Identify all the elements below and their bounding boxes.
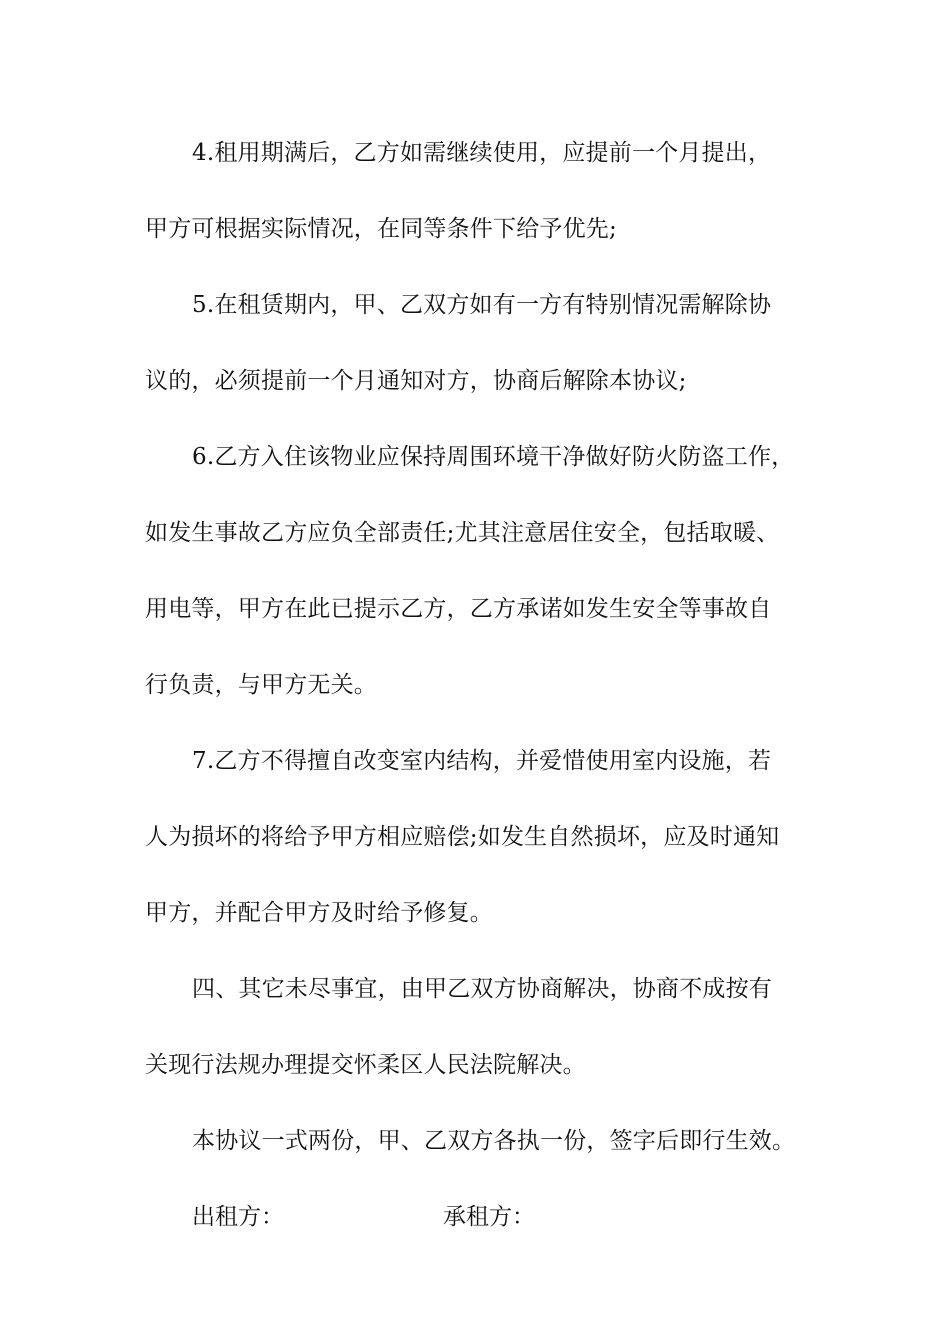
paragraph-clause-7 — [145, 734, 810, 962]
paragraph-line: 人为损坏的将给予甲方相应赔偿;如发生自然损坏，应及时通知 — [145, 824, 780, 850]
paragraph-line: 用电等，甲方在此已提示乙方，乙方承诺如发生安全等事故自 — [145, 596, 772, 622]
paragraph-line: 甲方，并配合甲方及时给予修复。 — [145, 900, 493, 926]
signature-row — [145, 1190, 810, 1266]
paragraph-line: 本协议一式两份，甲、乙双方各执一份，签字后即行生效。 — [192, 1128, 796, 1154]
paragraph-line: 7.乙方不得擅自改变室内结构，并爱惜使用室内设施，若 — [192, 748, 772, 774]
lessor-label: 出租方： — [192, 1204, 284, 1230]
paragraph-line: 甲方可根据实际情况，在同等条件下给予优先; — [145, 216, 617, 242]
paragraph-clause-6 — [145, 430, 810, 734]
paragraph-line: 关现行法规办理提交怀柔区人民法院解决。 — [145, 1052, 586, 1078]
paragraph-clause-4 — [145, 126, 810, 278]
paragraph-line: 5.在租赁期内，甲、乙双方如有一方有特别情况需解除协 — [192, 292, 772, 318]
lessee-label: 承租方： — [443, 1204, 535, 1230]
document-body — [145, 126, 810, 1266]
paragraph-section-4 — [145, 962, 810, 1114]
paragraph-line: 4.租用期满后，乙方如需继续使用，应提前一个月提出， — [192, 140, 772, 166]
paragraph-clause-5 — [145, 278, 810, 430]
paragraph-line: 四、其它未尽事宜，由甲乙双方协商解决，协商不成按有 — [192, 976, 772, 1002]
paragraph-line: 6.乙方入住该物业应保持周围环境干净做好防火防盗工作， — [192, 444, 795, 470]
paragraph-line: 如发生事故乙方应负全部责任;尤其注意居住安全，包括取暖、 — [145, 520, 780, 546]
paragraph-copies — [145, 1114, 810, 1190]
paragraph-line: 议的，必须提前一个月通知对方，协商后解除本协议; — [145, 368, 687, 394]
paragraph-line: 行负责，与甲方无关。 — [145, 672, 377, 698]
